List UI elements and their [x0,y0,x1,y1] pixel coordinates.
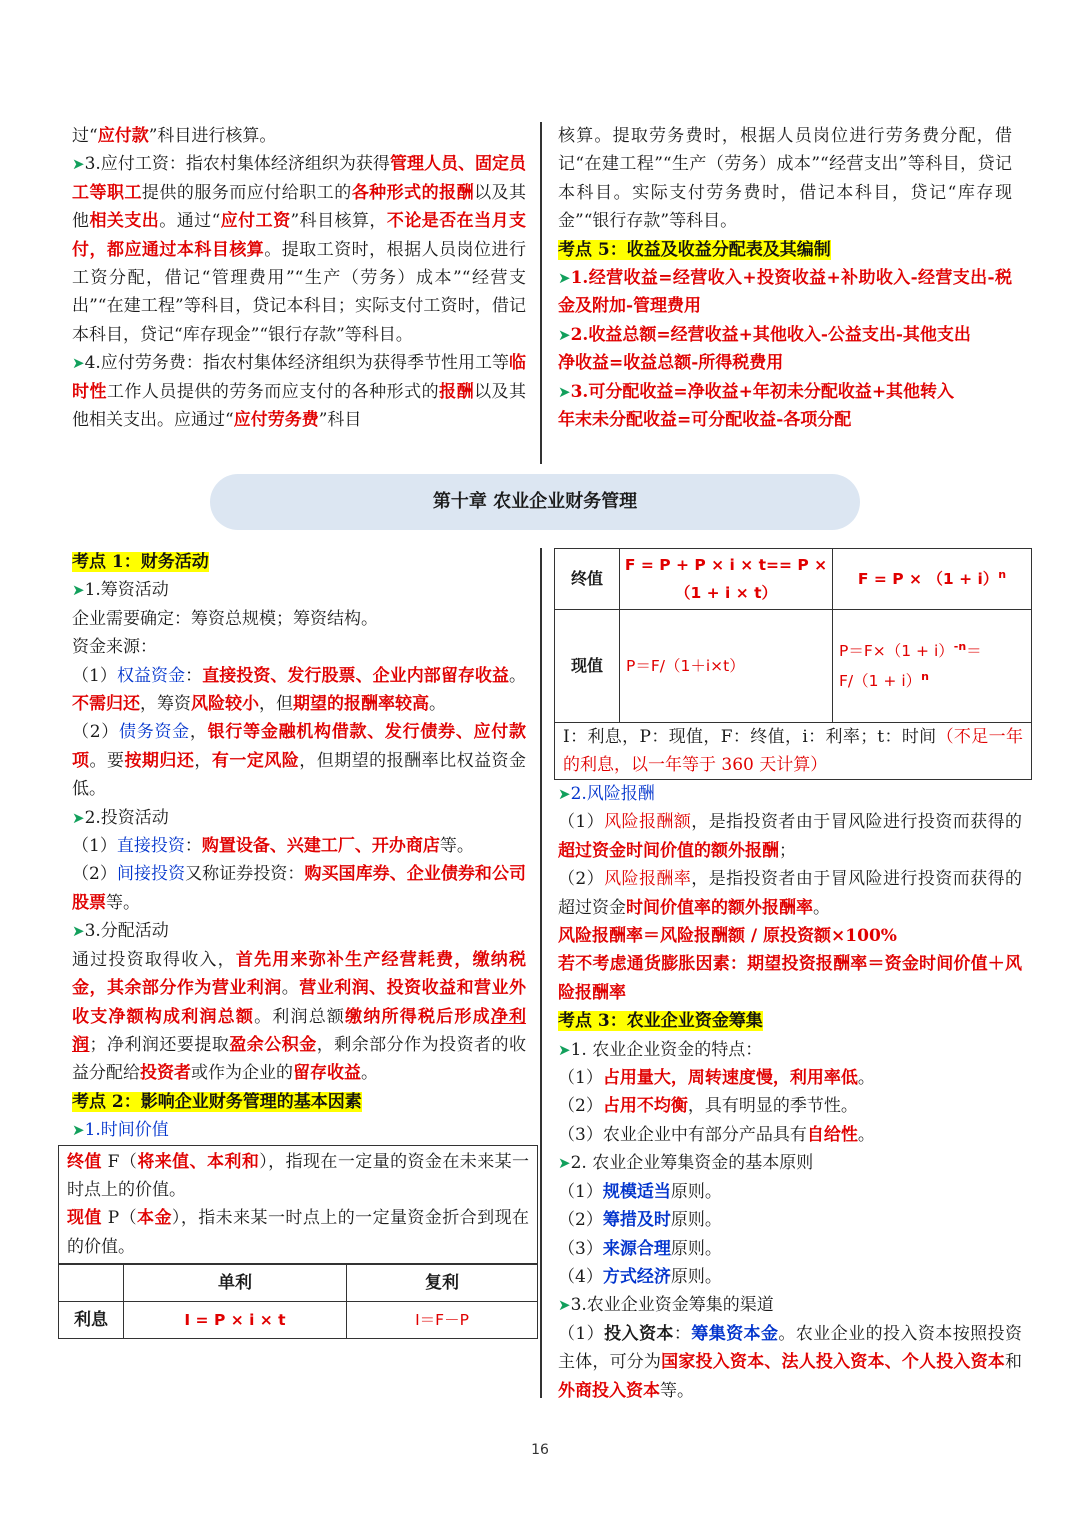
table-row-label: 终值 [555,549,620,610]
arrow-icon: ➤ [72,581,85,600]
bottom-right-column [558,548,1022,1405]
risk-return-amount: （1）风险报酬额，是指投资者由于冒风险进行投资而获得的超过资金时间价值的额外报酬； [558,812,1022,861]
direct-investment: （1）直接投资：购置设备、兴建工厂、开办商店等。 [72,836,474,857]
arrow-icon: ➤ [558,1154,571,1173]
list-item: （2）占用不均衡，具有明显的季节性。 [558,1096,858,1117]
bottom-left-column [67,548,530,1339]
table-cell: P＝F/（1＋i×t） [620,610,833,723]
paragraph-payable-wages: ➤3.应付工资：指农村集体经济组织为获得管理人员、固定员工等职工提供的服务而应付给职工的各种形式的报酬以及其他相关支出。通过“应付工资”科目核算，不论是否在当月支付，都应通过本科目核算。提取工资时，根据人员岗位进行工资分配，借记“管理费用”“生产（劳务）成本”“经营支出”“在建工程”等科目，贷记本科目；实际支付工资时，借记本科目，贷记“库存现金”“银行存款”等科目。 [72,154,527,345]
interest-table [58,1264,538,1339]
arrow-icon: ➤ [558,1040,571,1059]
subheading: ➤3.分配活动 [72,921,169,942]
table-cell: F = P + P × i × t== P × （1 + i × t） [620,549,833,610]
paragraph-payable-labor: ➤4.应付劳务费：指农村集体经济组织为获得季节性用工等临时性工作人员提供的劳务而应支付的各种形式的报酬以及其他相关支出。应通过“应付劳务费”科目 [72,353,527,431]
subheading: ➤2. 农业企业筹集资金的基本原则 [558,1153,814,1174]
table-row [59,1302,538,1339]
arrow-icon: ➤ [558,269,571,288]
table-cell: $F = P \times (1 + i)^n$ [833,549,1032,610]
list-item: （1）规模适当原则。 [558,1181,722,1202]
paragraph: 核算。提取劳务费时，根据人员岗位进行劳务费分配，借记“在建工程”“生产（劳务）成本”“经营支出”等科目，贷记本科目。实际支付劳务费时，借记本科目，贷记“库存现金”“银行存款”等科目。 [558,126,1012,232]
formula-risk-rate: 风险报酬率＝风险报酬额 / 原投资额×100% [558,926,897,947]
paragraph: 资金来源： [72,637,157,658]
formula-total-income: ➤2.收益总额=经营收益+其他收入-公益支出-其他支出 [558,324,971,345]
table-cell: $P=F\times(1 + i)^{-n}=$ $F/(1 + i)^n$ [833,610,1032,723]
table-row [59,1265,538,1302]
formula-distributable: ➤3.可分配收益=净收益+年初未分配收益+其他转入 [558,381,955,402]
kp2-heading: 考点 2：影响企业财务管理的基本因素 [72,1091,362,1112]
debt-funds: （2）债务资金，银行等金融机构借款、发行债券、应付款项。要按期归还，有一定风险，但期望的报酬率比权益资金低。 [72,722,527,800]
present-value-definition: 现值 P（本金），指未来某一时点上的一定量资金折合到现在的价值。 [67,1208,530,1257]
column-divider [540,548,542,1398]
kp1-heading: 考点 1：财务活动 [72,552,209,572]
arrow-icon: ➤ [558,382,571,401]
table-note: I：利息，P：现值，F：终值，i：利率；t：时间（不足一年的利息，以一年等于 360 天计算） [555,723,1032,780]
invested-capital: （1）投入资本：筹集资本金。农业企业的投入资本按照投资主体，可分为国家投入资本、法人投入资本、个人投入资本和外商投入资本等。 [558,1323,1023,1401]
list-item: （3）来源合理原则。 [558,1238,722,1259]
arrow-icon: ➤ [558,325,571,344]
page-number: 16 [531,1442,549,1458]
formula-operating-income: ➤1.经营收益=经营收入+投资收益+补助收入-经营支出-税金及附加-管理费用 [558,268,1012,317]
list-item: （3）农业企业中有部分产品具有自给性。 [558,1124,875,1145]
table-row-label: 现值 [555,610,620,723]
table-row [555,723,1032,780]
subheading: ➤1.筹资活动 [72,580,169,601]
indirect-investment: （2）间接投资又称证券投资：购买国库券、企业债券和公司股票等。 [72,864,527,913]
arrow-icon: ➤ [72,1121,85,1140]
column-divider [540,122,542,464]
list-item: （4）方式经济原则。 [558,1266,722,1287]
list-item: （1）占用量大，周转速度慢，利用率低。 [558,1068,875,1089]
table-cell [59,1265,124,1302]
paragraph: 过“应付款”科目进行核算。 [72,126,277,146]
table-cell: I＝F－P [347,1302,538,1339]
table-row [555,549,1032,610]
arrow-icon: ➤ [558,1296,571,1315]
subheading: ➤1. 农业企业资金的特点： [558,1039,763,1060]
chapter-title: 第十章 农业企业财务管理 [210,474,860,530]
arrow-icon: ➤ [72,808,85,827]
subheading: ➤1.时间价值 [72,1120,169,1141]
arrow-icon: ➤ [72,922,85,941]
list-item: （2）筹措及时原则。 [558,1210,722,1231]
time-value-definition-box [58,1145,538,1265]
risk-return-rate: （2）风险报酬率，是指投资者由于冒风险进行投资而获得的超过资金时间价值率的额外报酬率。 [558,869,1022,918]
table-row-label: 利息 [59,1302,124,1339]
table-header: 复利 [347,1265,538,1302]
subheading: ➤2.风险报酬 [558,784,655,804]
future-value-definition: 终值 F（将来值、本利和），指现在一定量的资金在未来某一时点上的价值。 [67,1151,530,1200]
subheading: ➤2.投资活动 [72,807,169,828]
kp3-heading: 考点 3：农业企业资金筹集 [558,1011,763,1032]
distribution-paragraph: 通过投资取得收入，首先用来弥补生产经营耗费，缴纳税金，其余部分作为营业利润。营业利润、投资收益和营业外收支净额构成利润总额。利润总额缴纳所得税后形成净利润；净利润还要提取盈余公积金，剩余部分作为投资者的收益分配给投资者或作为企业的留存收益。 [72,949,527,1084]
top-right-column [558,122,1012,434]
arrow-icon: ➤ [72,354,85,373]
time-value-formula-table [554,548,1032,780]
formula-undistributed: 年末未分配收益=可分配收益-各项分配 [558,410,852,431]
formula-net-income: 净收益=收益总额-所得税费用 [558,353,784,374]
kp5-heading: 考点 5：收益及收益分配表及其编制 [558,239,831,260]
formula-expected-return: 若不考虑通货膨胀因素：期望投资报酬率＝资金时间价值＋风险报酬率 [558,954,1022,1003]
arrow-icon: ➤ [72,155,85,174]
paragraph: 企业需要确定：筹资总规模；筹资结构。 [72,608,378,629]
table-row [555,610,1032,723]
table-header: 单利 [124,1265,347,1302]
arrow-icon: ➤ [558,785,571,803]
equity-funds: （1）权益资金：直接投资、发行股票、企业内部留存收益。不需归还，筹资风险较小，但期望的报酬率较高。 [72,665,526,715]
top-left-column [72,122,526,434]
table-cell: I = P × i × t [124,1302,347,1339]
subheading: ➤3.农业企业资金筹集的渠道 [558,1295,774,1316]
